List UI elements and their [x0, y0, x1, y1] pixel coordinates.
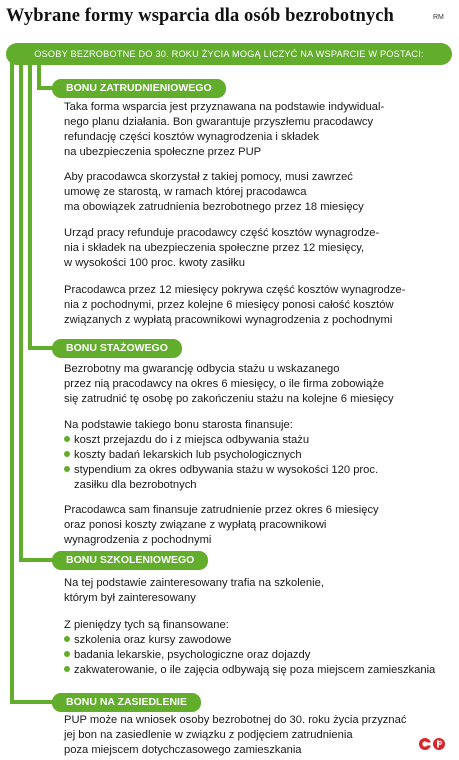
connector-line-2: [28, 60, 32, 350]
intro-banner: OSOBY BEZROBOTNE DO 30. ROKU ŻYCIA MOGĄ LICZYĆ NA WSPARCIE W POSTACI:: [6, 43, 452, 65]
internship-closing: Pracodawca sam finansuje zatrudnienie przez okres 6 miesięcy oraz ponosi koszty związane z wypłatą pracownikowi wynagrodzenia z pochodnymi: [64, 504, 379, 546]
training-paragraph-2: Z pieniędzy tych są finansowane:: [64, 619, 229, 631]
section-label-relocation-voucher: BONU NA ZASIEDLENIE: [52, 693, 201, 712]
list-item: zakwaterowanie, o ile zajęcia odbywają się poza miejscem zamieszkania: [64, 663, 435, 678]
bullet-dot-icon: [64, 436, 70, 442]
bullet-dot-icon: [64, 466, 70, 472]
section-label-internship-voucher: BONU STAŻOWEGO: [52, 339, 182, 358]
training-paragraph-1: Na tej podstawie zainteresowany trafia na szkolenie, którym był zainteresowany: [64, 577, 324, 604]
list-item-continuation: zasiłku dla bezrobotnych: [74, 479, 197, 491]
page-title: Wybrane formy wsparcia dla osób bezrobotnych: [6, 6, 394, 26]
connector-branch-4: [10, 700, 58, 704]
employment-paragraph-4: Pracodawca przez 12 miesięcy pokrywa część kosztów wynagrodze- nia z pochodnymi, przez kolejne 6 miesięcy ponosi całość kosztów związanych z wypłatą pracownikowi wynagrodzenia z pochodnymi: [64, 284, 406, 326]
bullet-dot-icon: [64, 451, 70, 457]
list-item: szkolenia oraz kursy zawodowe: [64, 633, 231, 648]
bullet-dot-icon: [64, 651, 70, 657]
source-mark: RM: [433, 14, 444, 21]
publisher-logo-icon: [418, 737, 448, 751]
list-item: koszty badań lekarskich lub psychologicznych: [64, 448, 302, 463]
list-item: badania lekarskie, psychologiczne oraz dojazdy: [64, 648, 310, 663]
internship-paragraph-2: Na podstawie takiego bonu starosta finansuje:: [64, 419, 293, 431]
relocation-paragraph-1: PUP może na wniosek osoby bezrobotnej do 30. roku życia przyznać jej bon na zasiedlenie w związku z podjęciem zatrudnienia poza miejscem dotychczasowego zamieszkania: [64, 714, 407, 756]
bullet-dot-icon: [64, 666, 70, 672]
connector-line-4: [10, 60, 14, 704]
connector-line-3: [19, 60, 23, 562]
section-label-employment-voucher: BONU ZATRUDNIENIOWEGO: [52, 79, 226, 98]
list-item: stypendium za okres odbywania stażu w wysokości 120 proc.: [64, 463, 378, 478]
section-label-training-voucher: BONU SZKOLENIOWEGO: [52, 551, 208, 570]
list-item: koszt przejazdu do i z miejsca odbywania stażu: [64, 433, 309, 448]
bullet-dot-icon: [64, 636, 70, 642]
internship-paragraph-1: Bezrobotny ma gwarancję odbycia stażu u wskazanego przez nią pracodawcy na okres 6 miesięcy, o ile firma zobowiąże się zatrudnić tę osobę po zakończeniu stażu na kolejne 6 miesięcy: [64, 363, 394, 405]
employment-paragraph-2: Aby pracodawca skorzystał z takiej pomocy, musi zawrzeć umowę ze starostą, w ramach której pracodawca ma obowiązek zatrudnienia bezrobotnego przez 18 miesięcy: [64, 171, 364, 213]
employment-paragraph-3: Urząd pracy refunduje pracodawcy część kosztów wynagrodze- nia i składek na ubezpieczenia społeczne przez 12 miesięcy, w wysokości 100 proc. kwoty zasiłku: [64, 227, 380, 269]
employment-paragraph-1: Taka forma wsparcia jest przyznawana na podstawie indywidual- nego planu działania. Bon gwarantuje przyszłemu pracodawcy refundację części kosztów wynagrodzenia i składek na ubezpieczenia społeczne przez PUP: [64, 101, 385, 158]
